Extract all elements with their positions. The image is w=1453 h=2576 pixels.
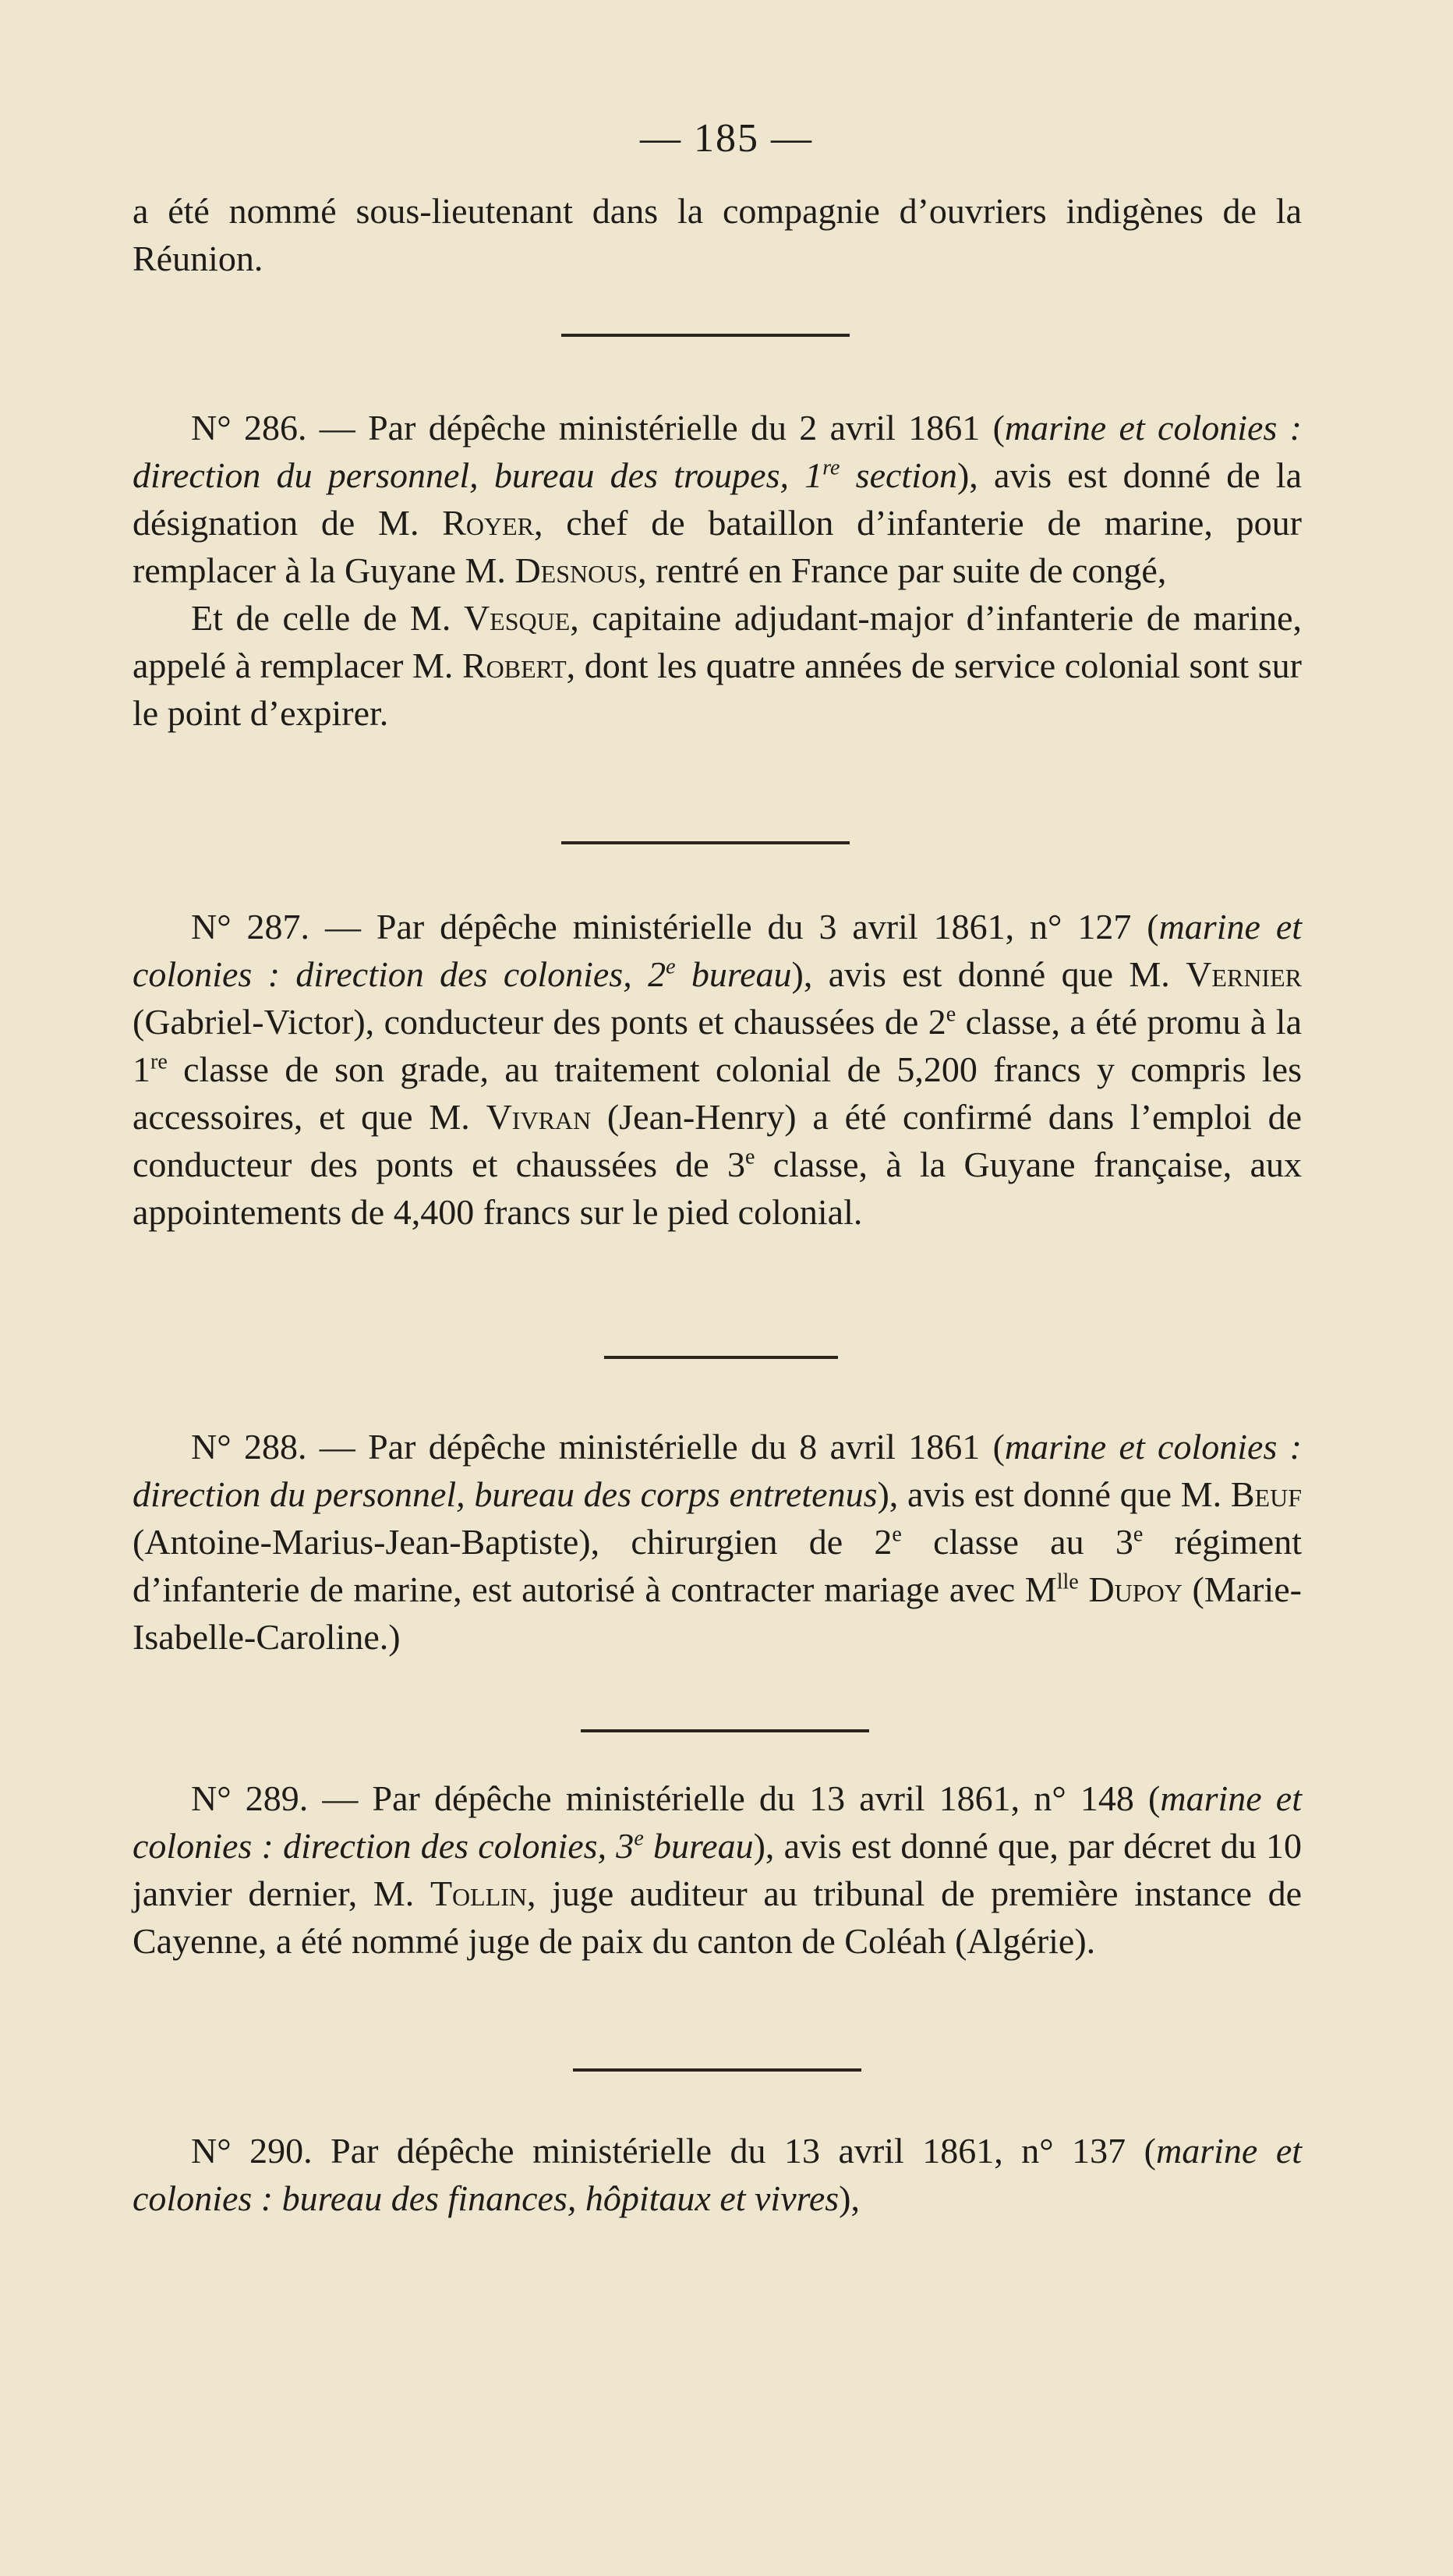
- entry-288-paragraph: N° 288. — Par dépêche ministérielle du 8 avril 1861 (marine et colonies : direction du personnel, bureau des corps entretenus), avis est donné que M. Beuf (Antoine-Marius-Jean-Baptiste), chirurgien de 2e classe au 3e régiment d’infanterie de marine, est autorisé à contracter mariage avec $M^{lle}$ Dupoy (Marie-Isabelle-Caroline.): [133, 1427, 1302, 1657]
- entry-289: [133, 1775, 1302, 1965]
- section-divider: [604, 1356, 838, 1359]
- section-divider: [561, 841, 850, 844]
- person-name: Royer: [442, 503, 535, 543]
- continuation-paragraph: a été nommé sous-lieutenant dans la compagnie d’ouvriers indigènes de la Réunion.: [133, 191, 1302, 278]
- person-name: Vesque: [463, 598, 571, 638]
- entry-287-paragraph: N° 287. — Par dépêche ministérielle du 3 avril 1861, n° 127 (marine et colonies : direction des colonies, 2e bureau), avis est donné que M. Vernier (Gabriel-Victor), conducteur des ponts et chaussées de 2e classe, a été promu à la 1re classe de son grade, au traitement colonial de 5,200 francs y compris les accessoires, et que M. Vivran (Jean-Henry) a été confirmé dans l’emploi de conducteur des ponts et chaussées de 3e classe, à la Guyane française, aux appointements de 4,400 francs sur le pied colonial.: [133, 907, 1303, 1232]
- entry-286: [133, 404, 1302, 737]
- entry-290-paragraph: N° 290. Par dépêche ministérielle du 13 avril 1861, n° 137 (marine et colonies : bureau des finances, hôpitaux et vivres),: [133, 2131, 1303, 2218]
- entry-286-paragraph-2: Et de celle de M. Vesque, capitaine adjudant-major d’infanterie de marine, appelé à remplacer M. Robert, dont les quatre années de service colonial sont sur le point d’expirer.: [133, 598, 1302, 733]
- entry-290: [133, 2127, 1302, 2222]
- person-name: Tollin: [430, 1874, 528, 1913]
- page-number: — 185 —: [640, 116, 813, 161]
- person-name: Vivran: [486, 1097, 592, 1137]
- person-name: Robert: [462, 646, 567, 685]
- entry-287: [133, 903, 1302, 1236]
- person-name: Beuf: [1230, 1474, 1302, 1514]
- section-divider: [573, 2068, 861, 2072]
- entry-288: [133, 1423, 1302, 1661]
- person-name: Desnous: [514, 550, 638, 590]
- section-divider: [561, 334, 850, 337]
- person-name: Dupoy: [1088, 1569, 1183, 1609]
- entry-286-paragraph: N° 286. — Par dépêche ministérielle du 2 avril 1861 (marine et colonies : direction du personnel, bureau des troupes, 1re section), avis est donné de la désignation de M. Royer, chef de bataillon d’infanterie de marine, pour remplacer à la Guyane M. Desnous, rentré en France par suite de congé,: [133, 408, 1303, 590]
- person-name: Vernier: [1186, 954, 1302, 994]
- entry-289-paragraph: N° 289. — Par dépêche ministérielle du 13 avril 1861, n° 148 (marine et colonies : direction des colonies, 3e bureau), avis est donné que, par décret du 10 janvier dernier, M. Tollin, juge auditeur au tribunal de première instance de Cayenne, a été nommé juge de paix du canton de Coléah (Algérie).: [133, 1778, 1303, 1961]
- section-divider: [581, 1729, 869, 1732]
